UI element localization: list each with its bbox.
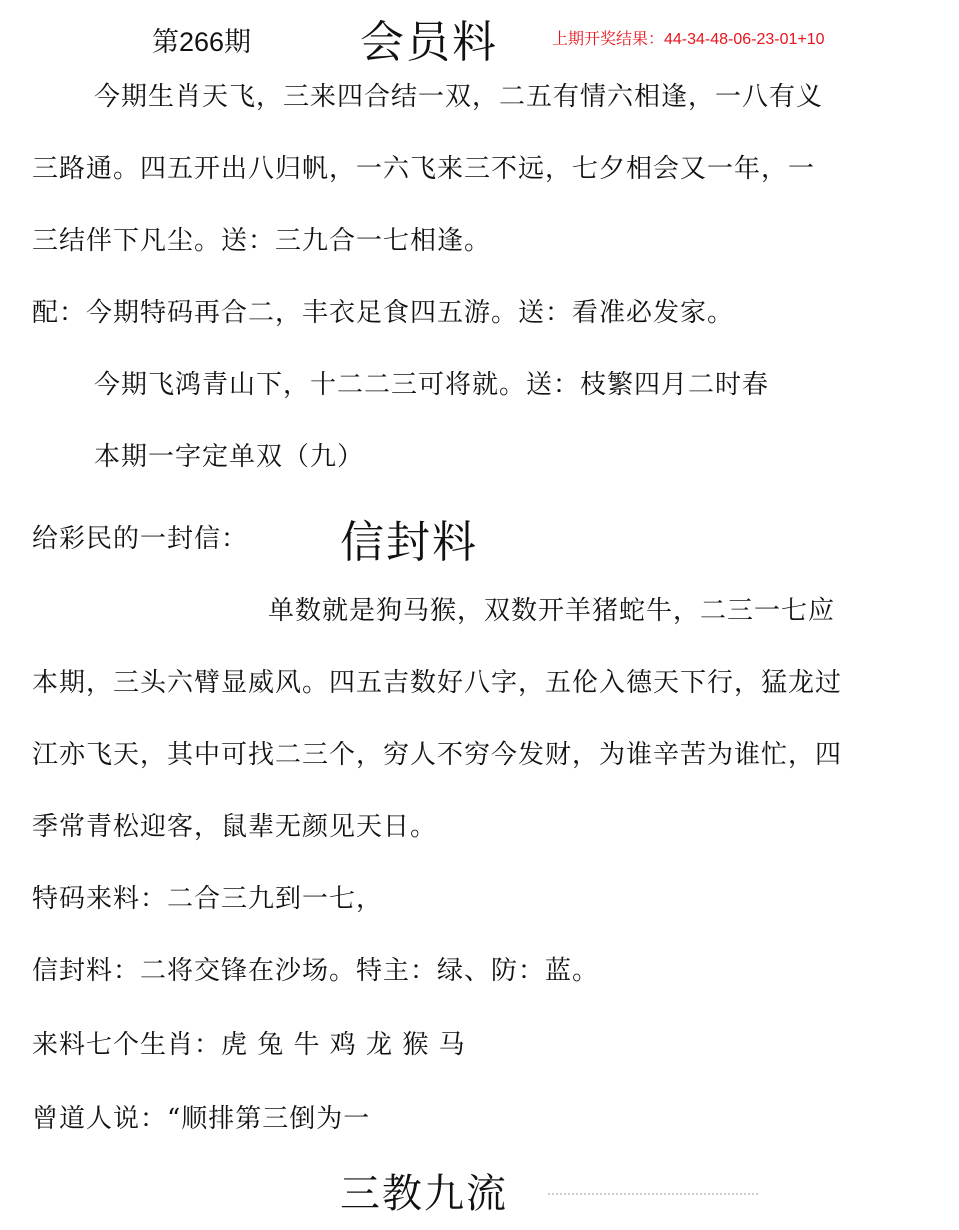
text-line: 本期，三头六臂显威风。四五吉数好八字，五伦入德天下行，猛龙过 bbox=[32, 668, 843, 698]
text-line: 季常青松迎客，鼠辈无颜见天日。 bbox=[32, 812, 438, 842]
text-line: 江亦飞天，其中可找二三个，穷人不穷今发财，为谁辛苦为谁忙，四 bbox=[32, 740, 843, 770]
letter-label: 给彩民的一封信： bbox=[32, 524, 249, 554]
text-line: 单数就是狗马猴，双数开羊猪蛇牛，二三一七应 bbox=[268, 596, 836, 626]
text-line: 配：今期特码再合二，丰衣足食四五游。送：看准必发家。 bbox=[32, 298, 735, 328]
page-title: 会员料 bbox=[360, 17, 498, 68]
text-line: 本期一字定单双（九） bbox=[94, 442, 365, 472]
text-line: 三结伴下凡尘。送：三九合一七相逢。 bbox=[32, 226, 492, 256]
text-line: 来料七个生肖：虎 兔 牛 鸡 龙 猴 马 bbox=[32, 1030, 466, 1060]
footer-title: 三教九流 bbox=[340, 1171, 508, 1217]
issue-number: 第266期 bbox=[152, 27, 252, 57]
text-line: 今期飞鸿青山下，十二二三可将就。送：枝繁四月二时春 bbox=[94, 370, 770, 400]
text-line: 特码来料：二合三九到一七， bbox=[32, 884, 384, 914]
section-title: 信封料 bbox=[340, 517, 478, 568]
dotted-divider bbox=[548, 1193, 758, 1195]
text-line: 三路通。四五开出八归帆，一六飞来三不远，七夕相会又一年，一 bbox=[32, 154, 816, 184]
text-line: 今期生肖天飞，三来四合结一双，二五有情六相逢，一八有义 bbox=[94, 82, 824, 112]
text-line: 曾道人说：“顺排第三倒为一 bbox=[32, 1104, 371, 1134]
last-draw-result: 上期开奖结果：44-34-48-06-23-01+10 bbox=[552, 31, 825, 48]
text-line: 信封料：二将交锋在沙场。特主：绿、防：蓝。 bbox=[32, 956, 600, 986]
